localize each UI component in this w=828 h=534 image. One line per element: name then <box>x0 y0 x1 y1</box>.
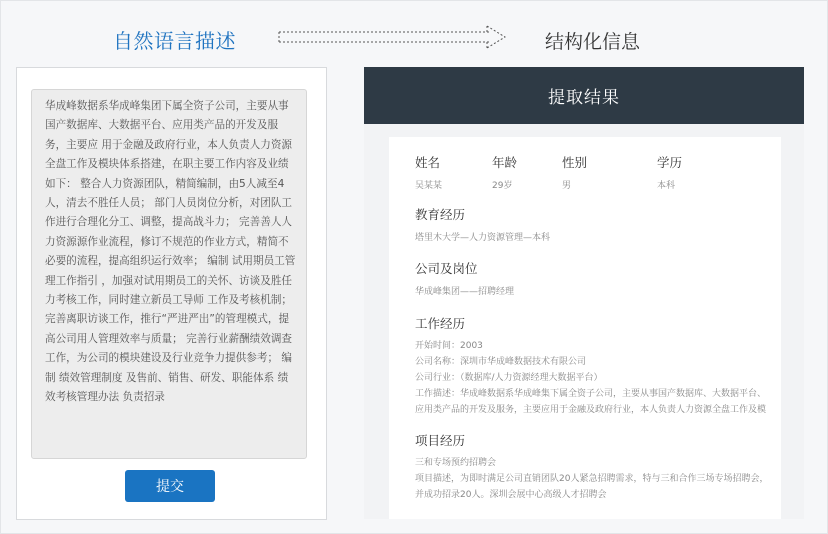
gender-label: 性别 <box>562 155 588 170</box>
age-value: 29岁 <box>492 181 513 191</box>
age-label: 年龄 <box>492 155 518 170</box>
education-line: 塔里木大学—人力资源管理—本科 <box>415 233 551 243</box>
project-section-title: 项目经历 <box>415 433 466 448</box>
work-line: 公司行业：（数据库/人力资源经理大数据平台） <box>415 373 603 383</box>
work-section-title: 工作经历 <box>415 316 466 331</box>
education-level-label: 学历 <box>657 155 683 170</box>
project-line: 三和专场预约招聘会 <box>415 458 497 468</box>
description-textarea[interactable]: 华成峰数据系华成峰集团下属全资子公司，主要从事国产数据库、大数据平台、应用类产品的开发及服务，主要应 用于金融及政府行业，本人负责人力资源全盘工作及模块体系搭建，在职主要工作内容及业绩如下： 整合人力资源团队，精简编制，由5人减至4人，清去不胜任人员； 部门人员岗位分析，对团队工作进行合理化分工、调整，提高战斗力； 完善善人人力资源源作业流程，修订不规范的作业方式，精简不必要的流程，提高组织运行效率； 编制 试用期员工管理工作指引 ，加强对试用期员工的关怀、访谈及胜任力考核工作，同时建立新员工导师 工作及考核机制； 完善离职访谈工作，推行“严进严出”的管理模式，提高公司用人管理效率与质量； 完善行业薪酬绩效调查工作，为公司的模块建设及行业竞争力提供参考； 编制 绩效管理制度 及售前、销售、研发、职能体系 绩效考核管理办法 负责招录 <box>31 89 307 459</box>
result-card <box>389 137 781 519</box>
work-line: 工作描述：华成峰数据系华成峰集下属全资子公司，主要从事国产数据库、大数据平台、 <box>415 389 767 399</box>
name-value: 吴某某 <box>415 181 443 191</box>
gender-value: 男 <box>562 181 572 191</box>
input-panel <box>16 67 327 520</box>
project-line: 并成功招录20人。深圳会展中心高级人才招聘会 <box>415 490 607 500</box>
result-header: 提取结果 <box>364 67 804 124</box>
submit-button[interactable]: 提交 <box>125 470 215 502</box>
work-line: 开始时间：2003 <box>415 341 483 351</box>
name-label: 姓名 <box>415 155 441 170</box>
result-panel <box>364 67 804 519</box>
structured-info-title: 结构化信息 <box>545 31 641 53</box>
project-line: 项目描述，为即时满足公司直销团队20人紧急招聘需求，特与三和合作三场专场招聘会， <box>415 474 769 484</box>
work-line: 应用类产品的开发及服务，主要应用于金融及政府行业，本人负责人力资源全盘工作及模 <box>415 405 767 415</box>
work-line: 公司名称：深圳市华成峰数据技术有限公司 <box>415 357 587 367</box>
education-level-value: 本科 <box>657 181 676 191</box>
education-section-title: 教育经历 <box>415 207 466 222</box>
dashed-arrow-icon <box>277 23 509 51</box>
company-line: 华成峰集团——招聘经理 <box>415 287 515 297</box>
company-section-title: 公司及岗位 <box>415 261 478 276</box>
natural-language-title: 自然语言描述 <box>113 29 236 53</box>
